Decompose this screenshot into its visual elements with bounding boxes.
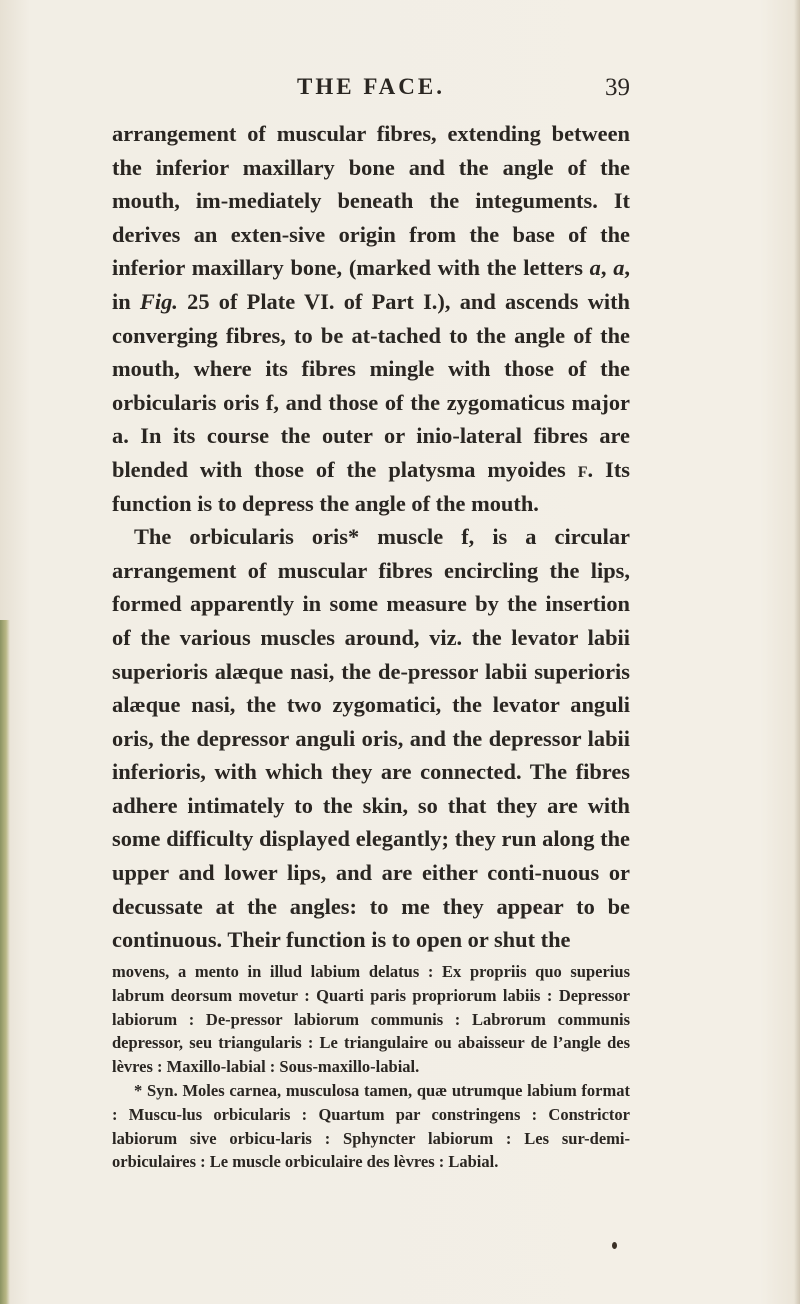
letter-a: a: [613, 255, 625, 281]
text-run: 25 of Plate VI. of Part I.), and ascends with converging fibres, to be at-tached to the angle of the mouth, where its fibres mingle with those of the orbicularis oris f, and those of the zygomaticus major a. In its course the outer or inio-lateral fibres are blended with those of the platysma myoides: [112, 288, 630, 482]
page-number: 39: [605, 74, 630, 101]
main-text: [112, 117, 630, 957]
footnote-continued: movens, a mento in illud labium delatus : Ex propriis quo superius labrum deorsum movetur : Quarti paris propriorum labiis : Depressor labiorum : De-pressor labiorum communis : Labrorum communis depressor, seu triangularis : Le triangulaire ou abaisseur de l’angle des lèvres : Maxillo-labial : Sous-maxillo-labial.: [112, 962, 630, 1077]
small-caps-letter: f: [577, 456, 588, 482]
page-edge-shadow: [794, 0, 800, 1304]
paragraph-orbicularis-oris: The orbicularis oris* muscle f, is a circular arrangement of muscular fibres encircling the lips, formed apparently in some measure by the insertion of the various muscles around, viz. the levator labii superioris alæque nasi, the de-pressor labii superioris alæque nasi, the two zygomatici, the levator anguli oris, the depressor anguli oris, and the depressor labii inferioris, with which they are connected. The fibres adhere intimately to the skin, so that they are with some difficulty displayed elegantly; they run along the upper and lower lips, and are either conti-nuous or decussate at the angles: to me they appear to be continuous. Their function is to open or shut the: [112, 524, 630, 953]
paragraph-depressor-anguli: [112, 117, 630, 520]
figure-reference: Fig.: [139, 288, 178, 314]
text-run: ,: [600, 255, 614, 281]
page-edge-stain: [0, 620, 10, 1304]
text-run: , in: [112, 255, 631, 314]
text-run: arrangement of muscular fibres, extending between the inferior maxillary bone and the angle of the mouth, im-mediately beneath the integuments. It derives an exten-sive origin from the base of the inferior maxillary bone, (marked with the letters: [112, 121, 630, 281]
footnotes: [112, 960, 630, 1174]
ink-speck: [612, 1242, 617, 1249]
running-title: THE FACE.: [297, 74, 445, 99]
footnote-orbicularis-synonyms: * Syn. Moles carnea, musculosa tamen, quæ utrumque labium format : Muscu-lus orbicularis : Quartum par constringens : Constrictor labiorum sive orbicu-laris : Sphyncter labiorum : Les sur-demi-orbiculaires : Le muscle orbiculaire des lèvres : Labial.: [112, 1080, 630, 1172]
text-run: . Its function is to depress the angle of the mouth.: [112, 456, 630, 516]
page-header: [112, 74, 630, 108]
letter-a: a: [589, 255, 601, 281]
